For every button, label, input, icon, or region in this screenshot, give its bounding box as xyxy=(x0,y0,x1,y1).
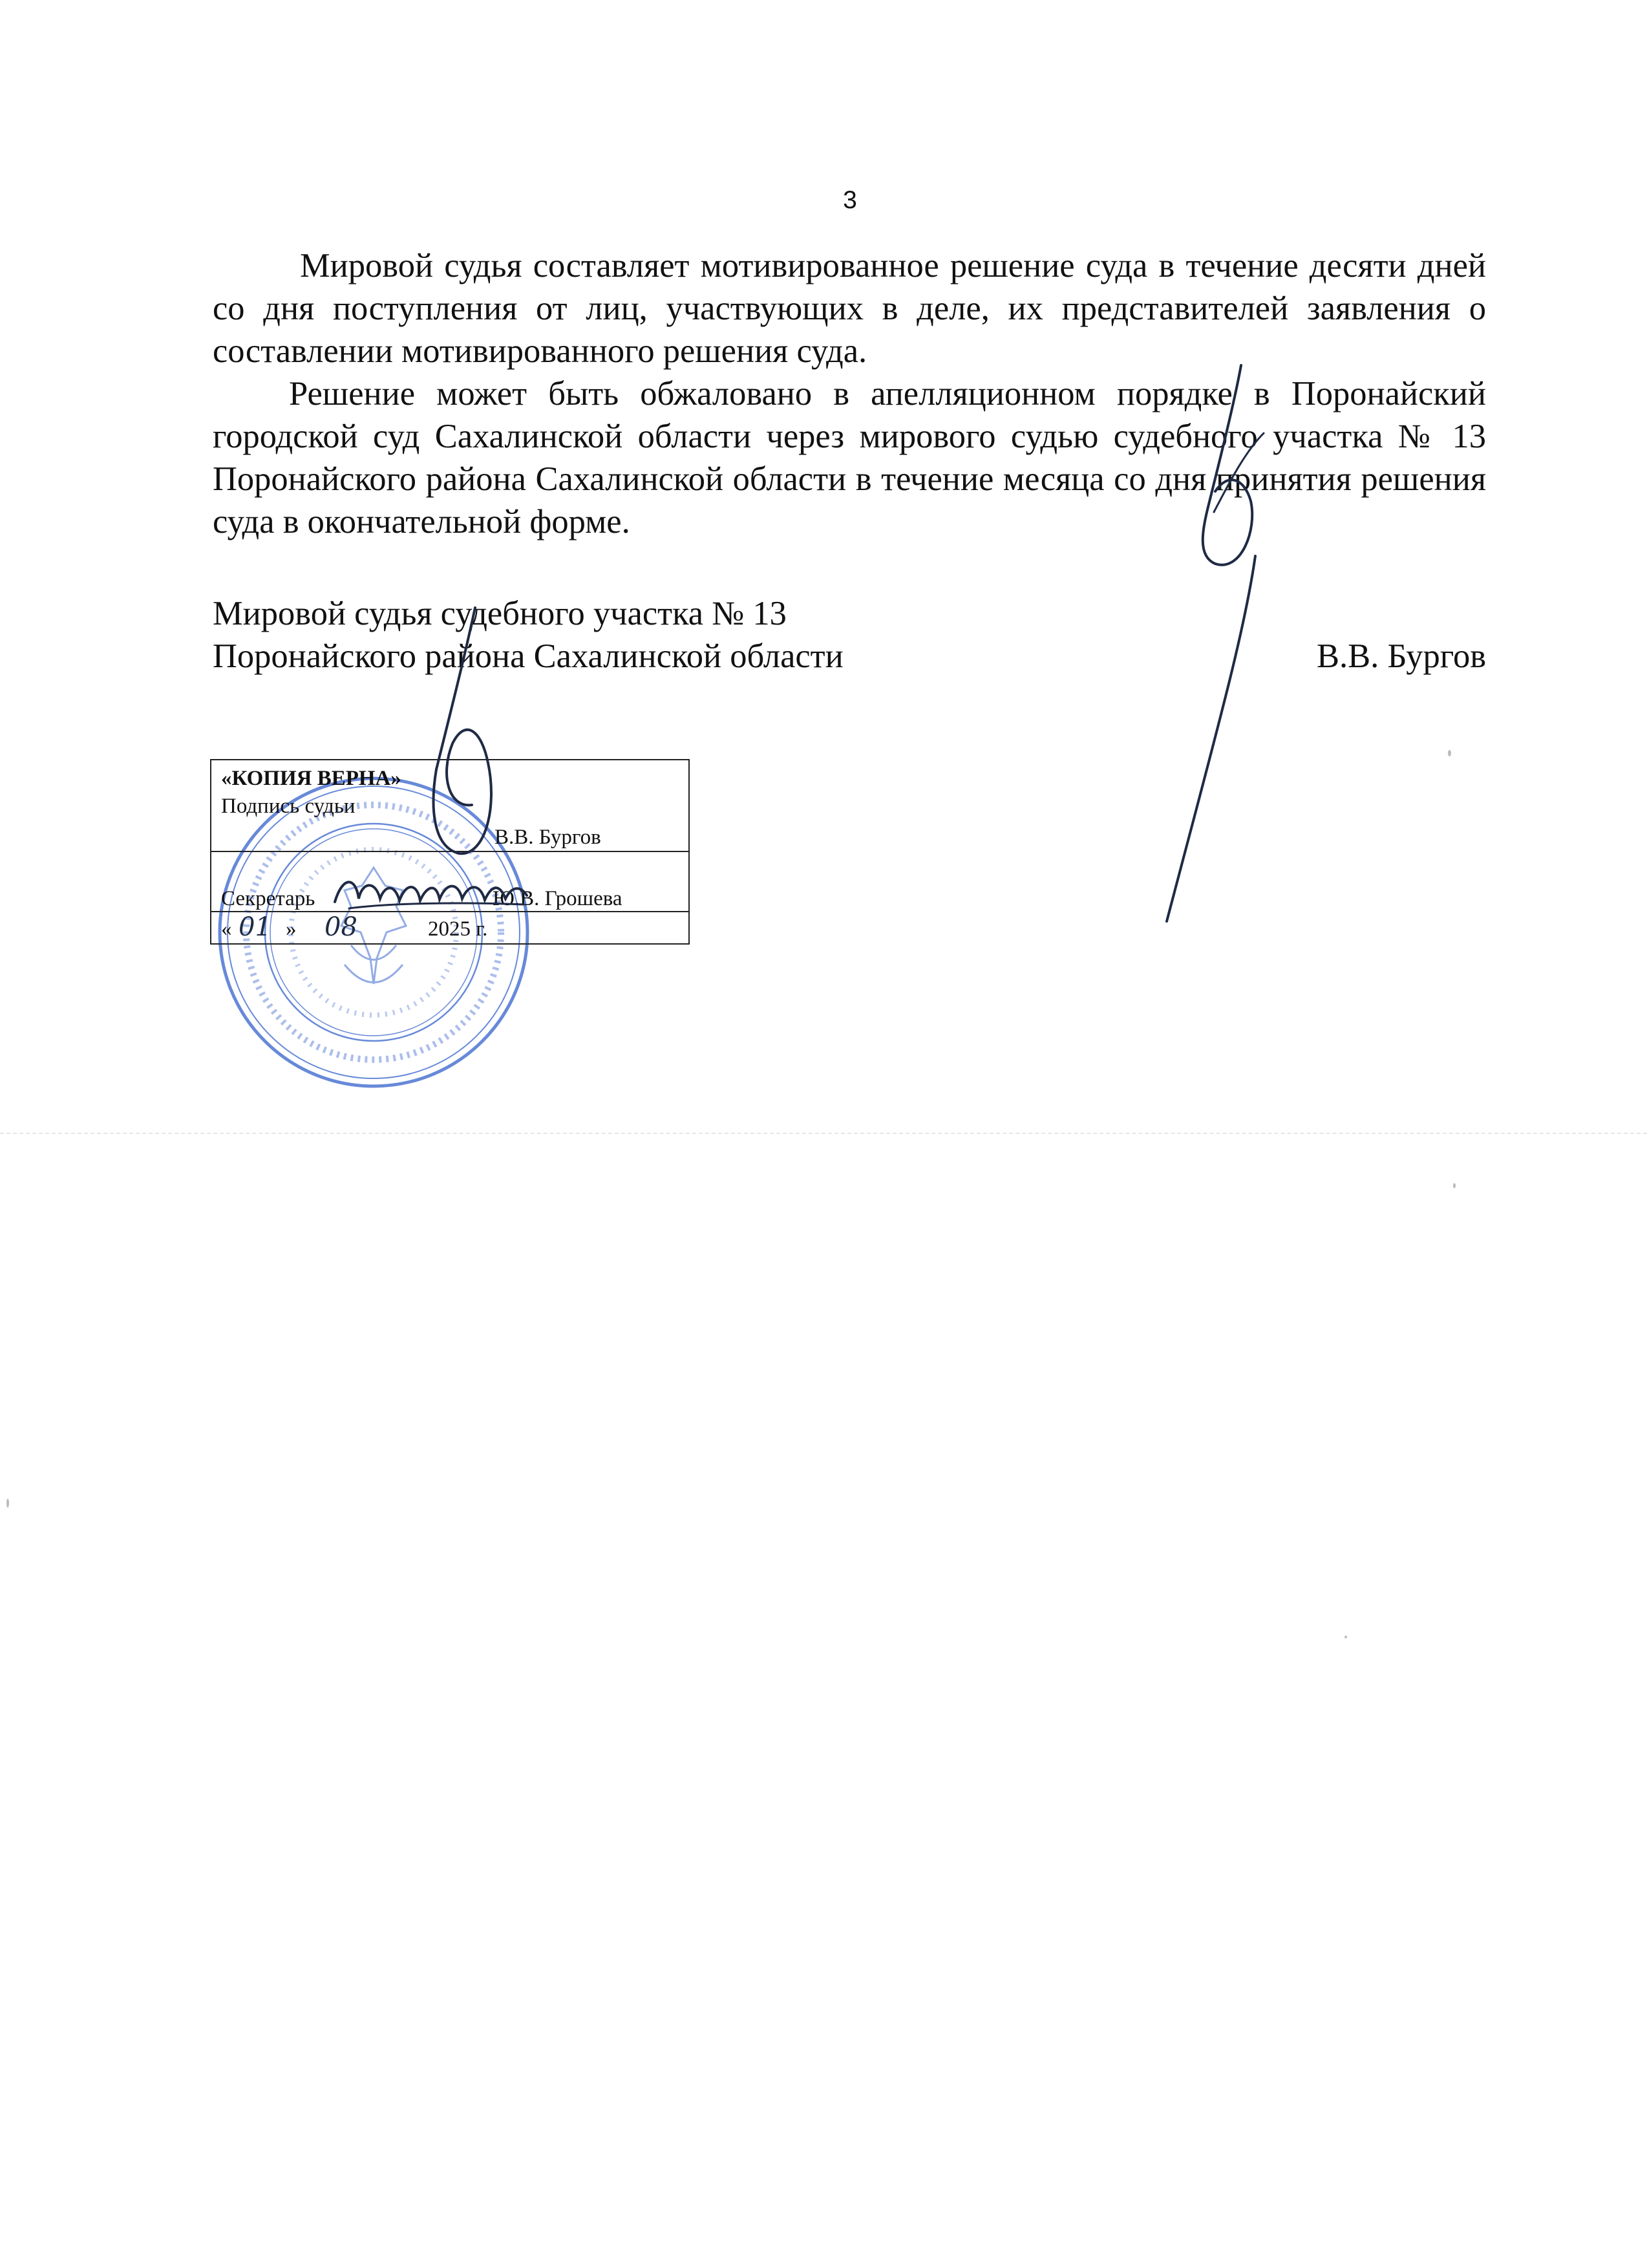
copy-certification-stamp xyxy=(210,759,690,945)
signature-line-1 xyxy=(213,592,1486,635)
secretary-label: Секретарь xyxy=(221,887,315,910)
copy-verified-title: «КОПИЯ ВЕРНА» xyxy=(221,767,401,790)
stamp-divider xyxy=(211,911,688,912)
secretary-name: Ю.В. Грошева xyxy=(493,887,622,910)
scan-speck xyxy=(1453,1183,1456,1188)
judge-signature-label: Подпись судьи xyxy=(221,795,356,818)
scan-speck xyxy=(6,1499,9,1508)
scan-speck xyxy=(1448,750,1451,756)
judge-position-line1: Мировой судья судебного участка № 13 xyxy=(213,595,787,632)
date-open-quote: « xyxy=(221,917,232,941)
judge-position-line2: Поронайского района Сахалинской области xyxy=(213,637,844,675)
date-year: 2025 г. xyxy=(428,917,488,941)
paragraph-appeal: Решение может быть обжаловано в апелляционном порядке в Поронайский городской суд Сахалинской области через мирового судью судебного участка № 13 Поронайского района Сахалинской области в течение месяца со дня принятия решения суда в окончательной форме. xyxy=(213,375,1486,540)
date-close-quote: » xyxy=(286,917,297,941)
document-body xyxy=(213,244,1486,543)
date-month-handwritten: 08 xyxy=(324,912,357,942)
judge-signature-block xyxy=(213,592,1486,678)
page-number: 3 xyxy=(843,186,857,214)
signature-line-2 xyxy=(213,635,1486,678)
stamp-judge-name: В.В. Бургов xyxy=(494,826,601,849)
paragraph-motivated-decision: Мировой судья составляет мотивированное решение суда в течение десяти дней со дня поступления от лиц, участвующих в деле, их представителей заявления о составлении мотивированного решения суда. xyxy=(213,247,1486,370)
scan-speck xyxy=(1344,1636,1347,1638)
judge-name: В.В. Бургов xyxy=(1316,637,1486,675)
stamp-divider xyxy=(211,851,688,852)
scan-fold-line xyxy=(0,1133,1647,1134)
date-day-handwritten: 01 xyxy=(239,912,271,942)
